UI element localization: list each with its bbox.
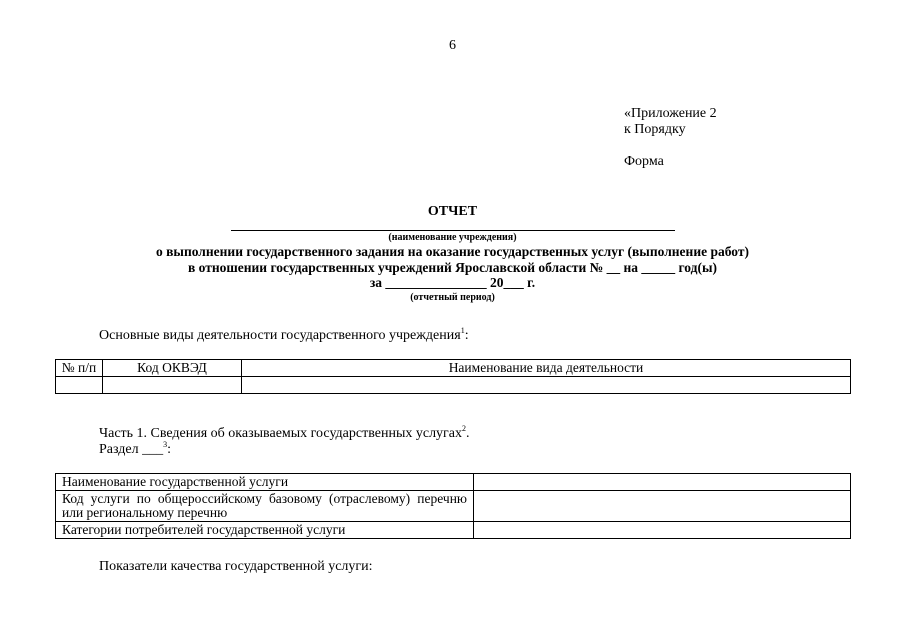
- header-activity-name: Наименование вида деятельности: [242, 360, 851, 377]
- table-cell: [56, 377, 103, 394]
- annex-reference: к Порядку: [624, 122, 686, 137]
- page-number: 6: [449, 38, 456, 53]
- table-cell: [474, 491, 851, 522]
- report-subtitle-line2: в отношении государственных учреждений Ярославской области № __ на _____ год(ы): [187, 259, 718, 275]
- table-row: [56, 522, 851, 539]
- activities-intro: Основные виды деятельности государственного учреждения$^1$:: [99, 326, 469, 343]
- period-caption: (отчетный период): [410, 291, 495, 303]
- report-period: за _______________ 20___ г.: [369, 275, 536, 290]
- report-title: ОТЧЕТ: [427, 204, 478, 219]
- annex-title: «Приложение 2: [624, 106, 717, 121]
- annex-block: [624, 106, 717, 170]
- service-name-label: Наименование государственной услуги: [56, 474, 474, 491]
- institution-caption: (наименование учреждения): [388, 232, 517, 243]
- header-okved-code: Код ОКВЭД: [103, 360, 242, 377]
- table-row: [56, 377, 851, 394]
- footnote-ref: 2: [462, 424, 467, 433]
- table-row: [56, 491, 851, 522]
- report-subtitle-line1: о выполнении государственного задания на оказание государственных услуг (выполнение работ): [155, 244, 749, 259]
- table-row: [56, 474, 851, 491]
- footnote-ref: 1: [460, 326, 465, 335]
- table-cell: [103, 377, 242, 394]
- table-cell: [474, 474, 851, 491]
- quality-indicators-heading: Показатели качества государственной услуги:: [99, 559, 373, 574]
- activities-table: [55, 359, 851, 394]
- table-cell: [242, 377, 851, 394]
- section-label: Раздел ___$^3$:: [99, 440, 171, 457]
- service-code-label: Код услуги по общероссийскому базовому (отраслевому) перечню или региональному перечню: [56, 491, 474, 522]
- header-number: № п/п: [56, 360, 103, 377]
- table-header-row: [56, 360, 851, 377]
- part1-heading: Часть 1. Сведения об оказываемых государственных услугах$^2$.: [99, 424, 470, 441]
- service-info-table: [55, 473, 851, 539]
- form-label: Форма: [624, 154, 664, 169]
- footnote-ref: 3: [163, 440, 168, 449]
- report-header: [0, 204, 905, 304]
- consumer-categories-label: Категории потребителей государственной услуги: [56, 522, 474, 539]
- table-cell: [474, 522, 851, 539]
